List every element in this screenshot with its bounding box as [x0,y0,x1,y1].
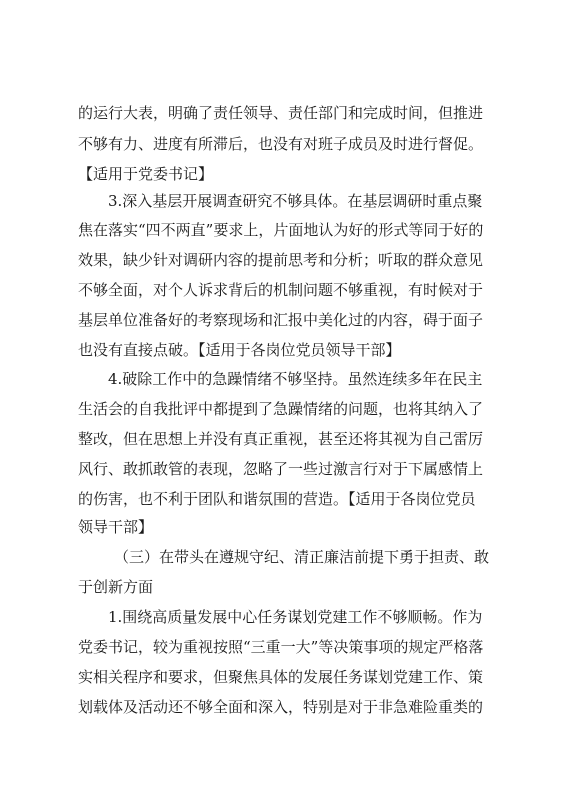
paragraph-line: 不够全面，对个人诉求背后的机制问题不够重视，有时候对于 [78,281,484,299]
paragraph-line: 的伤害，也不利于团队和谐氛围的营造。【适用于各岗位党员 [78,490,476,508]
paragraph-line: 的运行大表，明确了责任领导、责任部门和完成时间，但推进 [78,104,484,122]
item-1-heading-line: 1.围绕高质量发展中心任务谋划党建工作不够顺畅。作为 [108,608,483,626]
paragraph-line: 党委书记，较为重视按照“三重一大”等决策事项的规定严格落 [78,638,484,656]
paragraph-line: 整改，但在思想上并没有真正重视，甚至还将其视为自己雷厉 [78,430,484,448]
section-heading-line: （三）在带头在遵规守纪、清正廉洁前提下勇于担责、敢 [114,548,490,566]
paragraph-line: 划载体及活动还不够全面和深入，特别是对于非急难险重类的 [78,698,484,716]
paragraph-line: 风行、敢抓敢管的表现，忽略了一些过激言行对于下属感情上 [78,460,484,478]
paragraph-line: 基层单位准备好的考察现场和汇报中美化过的内容，碍于面子 [78,311,484,329]
paragraph-line: 实相关程序和要求，但聚焦具体的发展任务谋划党建工作、策 [78,668,484,686]
item-3-heading-line: 3.深入基层开展调查研究不够具体。在基层调研时重点聚 [108,192,483,210]
applicability-note: 【适用于党委书记】 [78,165,214,183]
paragraph-line: 效果，缺少针对调研内容的提前思考和分析；听取的群众意见 [78,251,484,269]
paragraph-line: 不够有力、进度有所滞后，也没有对班子成员及时进行督促。 [78,135,484,153]
paragraph-line: 领导干部】 [78,518,154,536]
section-heading-line: 于创新方面 [78,578,154,596]
paragraph-line: 也没有直接点破。【适用于各岗位党员领导干部】 [78,341,401,359]
paragraph-line: 焦在落实“四不两直”要求上，片面地认为好的形式等同于好的 [78,221,484,239]
item-4-heading-line: 4.破除工作中的急躁情绪不够坚持。虽然连续多年在民主 [108,370,483,388]
paragraph-line: 生活会的自我批评中都提到了急躁情绪的问题，也将其纳入了 [78,400,484,418]
